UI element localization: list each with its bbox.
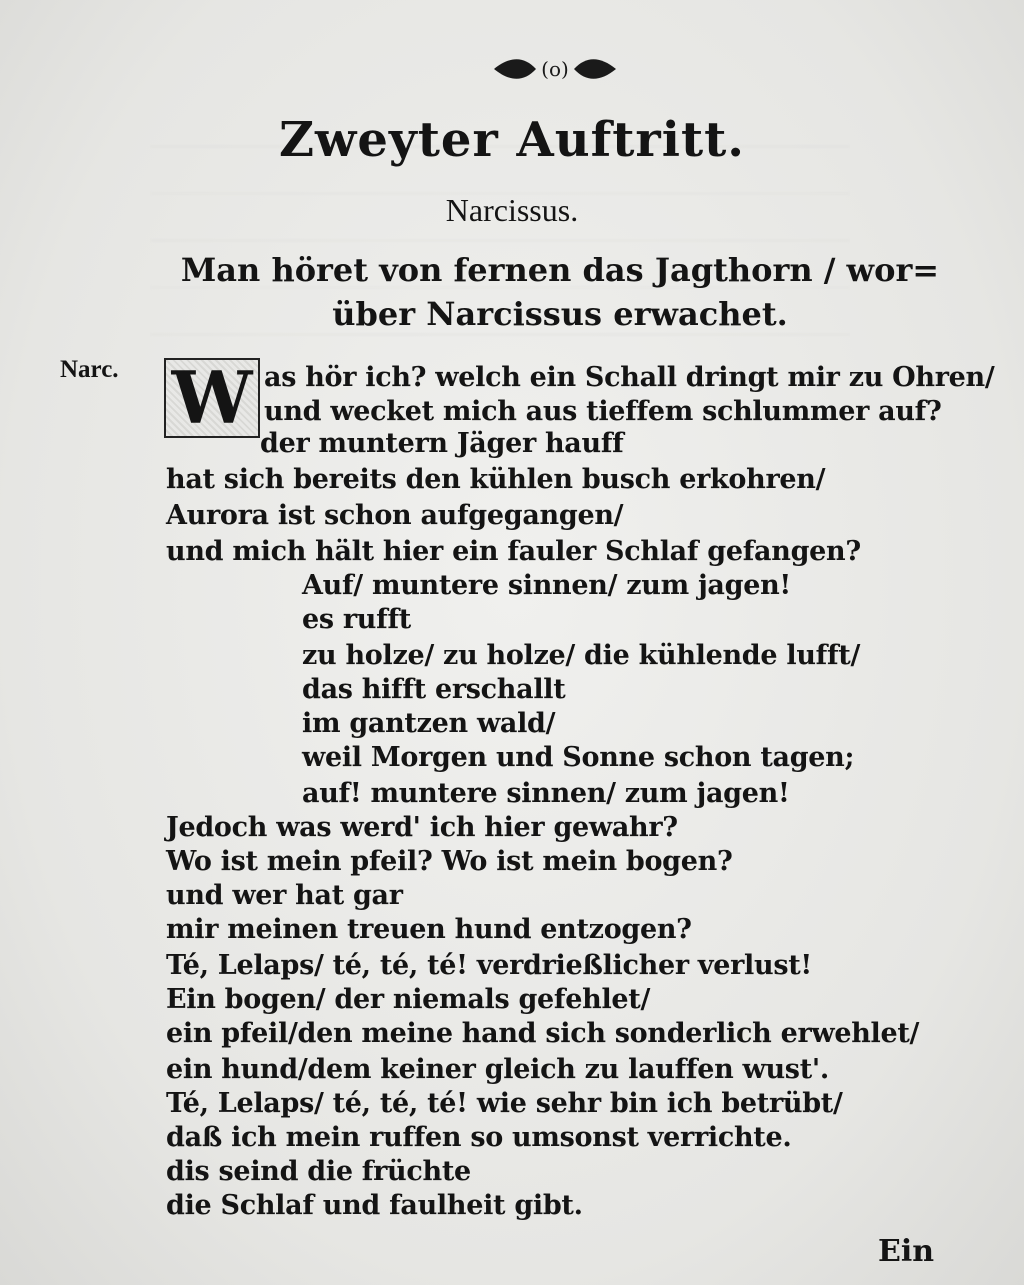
verse-line: ein pfeil/den meine hand sich sonderlich erwehlet/ xyxy=(166,1018,920,1049)
verse-line: und mich hält hier ein fauler Schlaf gefangen? xyxy=(166,536,861,567)
verse-line: mir meinen treuen hund entzogen? xyxy=(166,914,692,945)
verse-line: die Schlaf und faulheit gibt. xyxy=(166,1190,583,1221)
verse-line: und wecket mich aus tieffem schlummer auf? xyxy=(264,396,942,427)
verse-line: der muntern Jäger hauff xyxy=(260,428,624,459)
character-name: Narcissus. xyxy=(445,192,579,228)
verse-line: auf! muntere sinnen/ zum jagen! xyxy=(302,778,790,809)
catchword: Ein xyxy=(878,1234,935,1269)
stage-direction-line: Man höret von fernen das Jagthorn / wor= xyxy=(180,251,940,289)
speaker-label: Narc. xyxy=(60,356,119,383)
verse-line: daß ich mein ruffen so umsonst verrichte. xyxy=(166,1122,792,1153)
stage-direction-line: über Narcissus erwachet. xyxy=(332,295,788,333)
verse-line: ein hund/dem keiner gleich zu lauffen wust'. xyxy=(166,1054,829,1085)
verse-line: weil Morgen und Sonne schon tagen; xyxy=(302,742,855,773)
verse-line: Ein bogen/ der niemals gefehlet/ xyxy=(166,984,651,1015)
svg-text:(o): (o) xyxy=(541,57,569,81)
verse-line: Wo ist mein pfeil? Wo ist mein bogen? xyxy=(166,846,733,877)
act-title: Zweyter Auftritt. xyxy=(278,112,746,168)
verse-line: Té, Lelaps/ té, té, té! wie sehr bin ich betrübt/ xyxy=(166,1088,843,1119)
header-ornament xyxy=(490,52,620,86)
verse-line: as hör ich? welch ein Schall dringt mir zu Ohren/ xyxy=(264,362,995,393)
verse-line: Té, Lelaps/ té, té, té! verdrießlicher verlust! xyxy=(166,950,812,981)
dropcap-initial: W xyxy=(164,358,260,438)
verse-line: Aurora ist schon aufgegangen/ xyxy=(166,500,624,531)
verse-line: im gantzen wald/ xyxy=(302,708,556,739)
verse-line: Auf/ muntere sinnen/ zum jagen! xyxy=(302,570,791,601)
verse-line: hat sich bereits den kühlen busch erkohren/ xyxy=(166,464,826,495)
verse-line: und wer hat gar xyxy=(166,880,403,911)
verse-line: das hifft erschallt xyxy=(302,674,566,705)
verse-line: dis seind die früchte xyxy=(166,1156,471,1187)
verse-line: Jedoch was werd' ich hier gewahr? xyxy=(166,812,678,843)
verse-line: es rufft xyxy=(302,604,411,635)
stage-direction xyxy=(180,248,940,336)
verse-line: zu holze/ zu holze/ die kühlende lufft/ xyxy=(302,640,861,671)
